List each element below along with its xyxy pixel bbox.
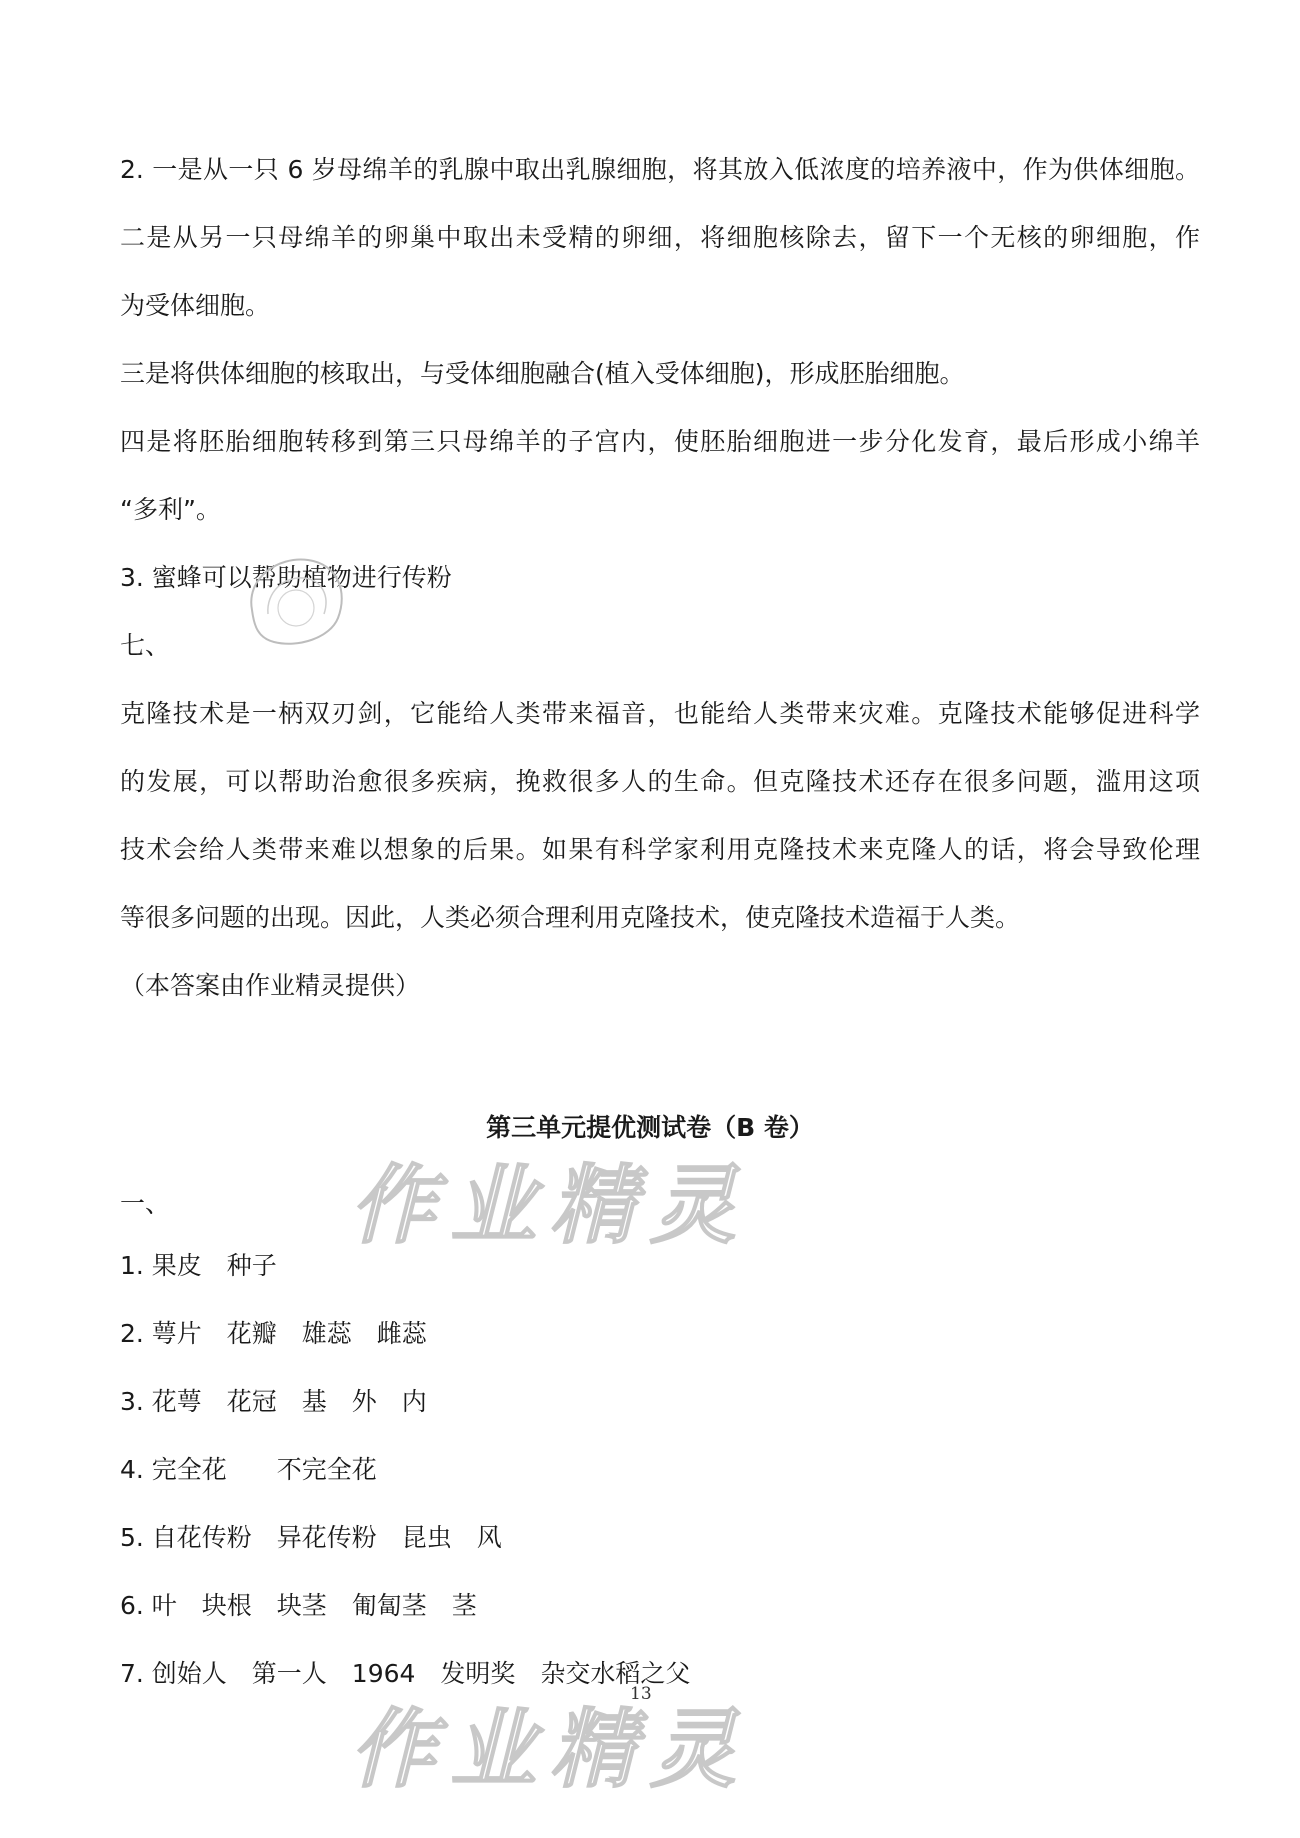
section-heading: 一、 — [120, 1189, 171, 1218]
answer-line: 5. 自花传粉 异花传粉 昆虫 风 — [120, 1523, 502, 1552]
answer-line: “多利”。 — [120, 495, 221, 524]
section-heading: 七、 — [120, 631, 171, 660]
answer-line: 7. 创始人 第一人 1964 发明奖 杂交水稻之父 — [120, 1659, 691, 1688]
essay-line: 克隆技术是一柄双刃剑，它能给人类带来福音，也能给人类带来灾难。克隆技术能够促进科学 — [120, 699, 1200, 728]
answer-line: 三是将供体细胞的核取出，与受体细胞融合(植入受体细胞)，形成胚胎细胞。 — [120, 359, 965, 388]
essay-line: 的发展，可以帮助治愈很多疾病，挽救很多人的生命。但克隆技术还存在很多问题，滥用这项 — [120, 767, 1200, 796]
section-title: 第三单元提优测试卷（B 卷） — [486, 1113, 814, 1142]
answer-line: 二是从另一只母绵羊的卵巢中取出未受精的卵细，将细胞核除去，留下一个无核的卵细胞，作 — [120, 223, 1200, 252]
answer-line: 2. 萼片 花瓣 雄蕊 雌蕊 — [120, 1319, 427, 1348]
answer-line: 1. 果皮 种子 — [120, 1251, 277, 1280]
answer-line: 四是将胚胎细胞转移到第三只母绵羊的子宫内，使胚胎细胞进一步分化发育，最后形成小绵羊 — [120, 427, 1200, 456]
essay-line: 等很多问题的出现。因此，人类必须合理利用克隆技术，使克隆技术造福于人类。 — [120, 903, 1021, 932]
answer-line: 4. 完全花 不完全花 — [120, 1455, 377, 1484]
watermark-text: 作业精灵 — [350, 1700, 750, 1800]
page-number: 13 — [630, 1684, 652, 1704]
answer-line: 2. 一是从一只 6 岁母绵羊的乳腺中取出乳腺细胞，将其放入低浓度的培养液中，作为供体细胞。 — [120, 155, 1200, 184]
answer-line: 6. 叶 块根 块茎 匍匐茎 茎 — [120, 1591, 477, 1620]
answer-line: 3. 蜜蜂可以帮助植物进行传粉 — [120, 563, 452, 592]
source-note: （本答案由作业精灵提供） — [120, 971, 421, 1000]
essay-line: 技术会给人类带来难以想象的后果。如果有科学家利用克隆技术来克隆人的话，将会导致伦理 — [120, 835, 1200, 864]
watermark-text: 作业精灵 — [350, 1156, 750, 1256]
answer-line: 为受体细胞。 — [120, 291, 271, 320]
answer-line: 3. 花萼 花冠 基 外 内 — [120, 1387, 427, 1416]
